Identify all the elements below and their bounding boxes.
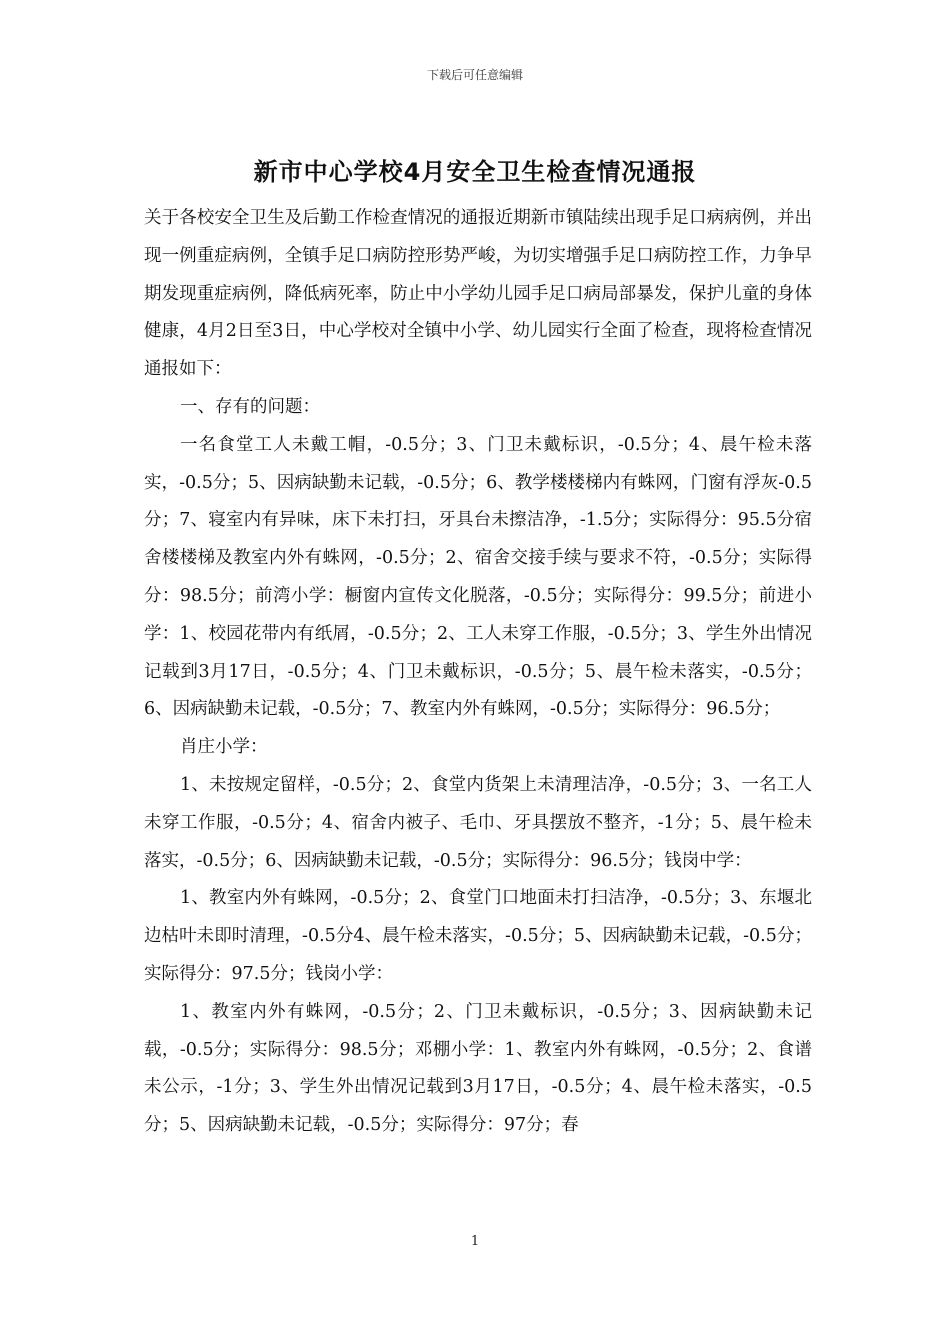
page-number: 1 (470, 1234, 480, 1249)
school-heading: 肖庄小学： (180, 737, 268, 758)
page-title: 新市中心学校4月安全卫生检查情况通报 (253, 158, 697, 186)
document-body (144, 200, 812, 1145)
header-note: 下载后可任意编辑 (426, 68, 523, 82)
body-paragraph: 1、未按规定留样，-0.5分；2、食堂内货架上未清理洁净，-0.5分；3、一名工人未穿工作服，-0.5分；4、宿舍内被子、毛巾、牙具摆放不整齐，-1分；5、晨午检未落实，-0.5分；6、因病缺勤未记载，-0.5分；实际得分：96.5分；钱岗中学： (144, 774, 812, 871)
intro-paragraph: 关于各校安全卫生及后勤工作检查情况的通报近期新市镇陆续出现手足口病病例，并出现一例重症病例，全镇手足口病防控形势严峻，为切实增强手足口病防控工作，力争早期发现重症病例，降低病死率，防止中小学幼儿园手足口病局部暴发，保护儿童的身体健康，4月2日至3日，中心学校对全镇中小学、幼儿园实行全面了检查，现将检查情况通报如下： (144, 208, 812, 380)
section-heading: 一、存有的问题： (180, 396, 320, 417)
body-paragraph: 1、教室内外有蛛网，-0.5分；2、门卫未戴标识，-0.5分；3、因病缺勤未记载，-0.5分；实际得分：98.5分；邓棚小学：1、教室内外有蛛网，-0.5分；2、食谱未公示，-1分；3、学生外出情况记载到3月17日，-0.5分；4、晨午检未落实，-0.5分；5、因病缺勤未记载，-0.5分；实际得分：97分；春 (144, 1001, 812, 1136)
body-paragraph: 1、教室内外有蛛网，-0.5分；2、食堂门口地面未打扫洁净，-0.5分；3、东堰北边枯叶未即时清理，-0.5分4、晨午检未落实，-0.5分；5、因病缺勤未记载，-0.5分；实际得分：97.5分；钱岗小学： (144, 888, 812, 984)
body-paragraph: 一名食堂工人未戴工帽，-0.5分；3、门卫未戴标识，-0.5分；4、晨午检未落实，-0.5分；5、因病缺勤未记载，-0.5分；6、教学楼楼梯内有蛛网，门窗有浮灰-0.5分；7、寝室内有异味，床下未打扫，牙具台未擦洁净，-1.5分；实际得分：95.5分宿舍楼楼梯及教室内外有蛛网，-0.5分；2、宿舍交接手续与要求不符，-0.5分；实际得分：98.5分；前湾小学：橱窗内宣传文化脱落，-0.5分；实际得分：99.5分；前进小学：1、校园花带内有纸屑，-0.5分；2、工人未穿工作服，-0.5分；3、学生外出情况记载到3月17日，-0.5分；4、门卫未戴标识，-0.5分；5、晨午检未落实，-0.5分；6、因病缺勤未记载，-0.5分；7、教室内外有蛛网，-0.5分；实际得分：96.5分； (144, 434, 812, 720)
